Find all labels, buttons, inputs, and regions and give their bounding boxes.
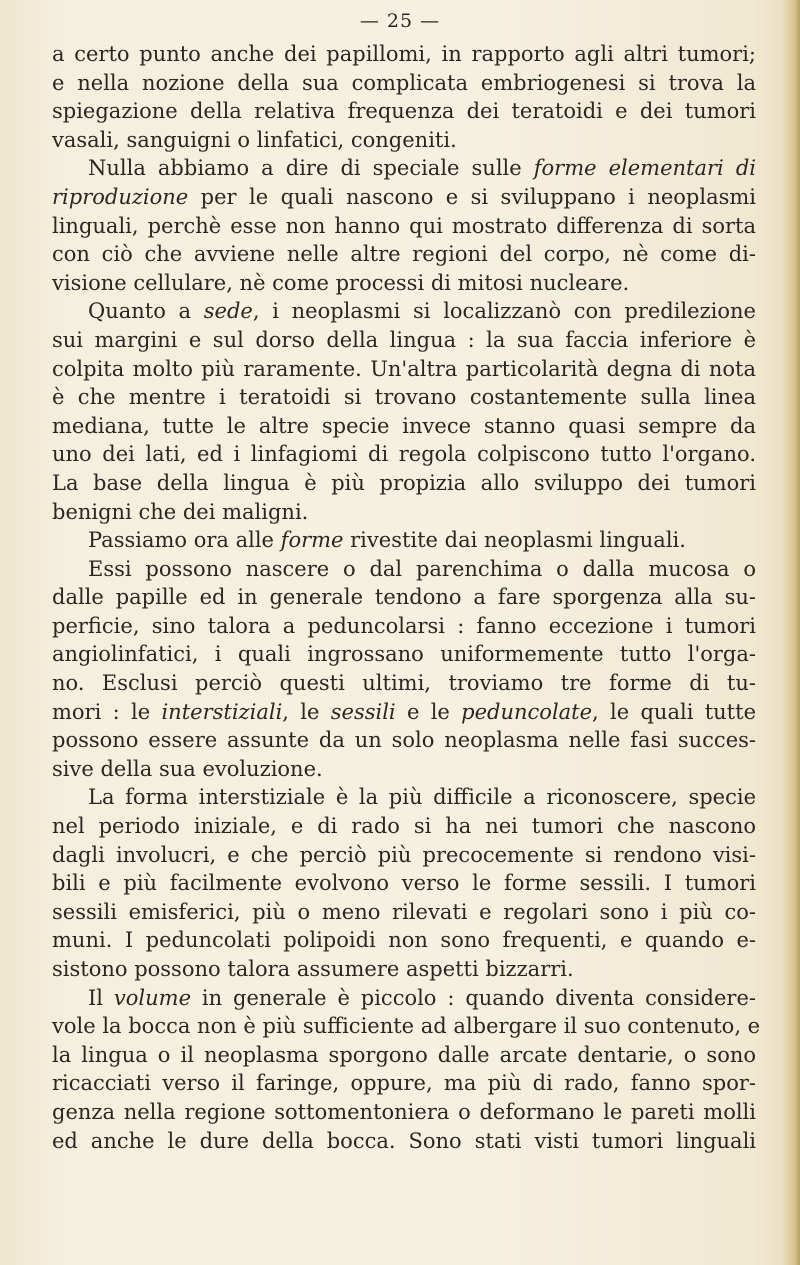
text-line [52,297,756,326]
body-text [52,40,761,1155]
text-segment: sui margini e sul dorso della lingua : la sua faccia inferiore è [52,327,756,352]
text-line [52,526,756,555]
text-segment: muni. I peduncolati polipoidi non sono frequenti, e quando e- [52,928,756,953]
text-segment: , i neoplasmi si localizzanò con predilezione [252,299,756,324]
text-segment: possono essere assunte da un solo neoplasma nelle fasi succes- [52,728,756,753]
text-line [52,926,756,955]
text-segment: uno dei lati, ed i linfagiomi di regola colpiscono tutto l'organo. [52,442,756,467]
text-segment: sive della sua evoluzione. [52,756,323,781]
text-segment: con ciò che avviene nelle altre regioni del corpo, nè come di- [52,242,756,267]
text-line [52,698,756,727]
italic-text: sessili [330,699,396,724]
text-line [52,1069,756,1098]
text-segment: dalle papille ed in generale tendono a fare sporgenza alla su- [52,585,756,610]
text-line [52,498,756,527]
text-segment: nel periodo iniziale, e di rado si ha nei tumori che nascono [52,814,756,839]
text-segment: a certo punto anche dei papillomi, in rapporto agli altri tumori; [52,42,756,66]
text-segment: ed anche le dure della bocca. Sono stati visti tumori linguali [52,1128,756,1153]
text-segment: , le [282,699,331,724]
text-segment: sistono possono talora assumere aspetti bizzarri. [52,957,574,981]
text-segment: in generale è piccolo : quando diventa considere- [191,985,756,1010]
text-segment: ricacciati verso il faringe, oppure, ma più di rado, fanno spor- [52,1071,756,1096]
text-line [52,269,756,298]
text-line [52,469,756,498]
text-line [52,669,756,698]
text-line [52,412,756,441]
text-line [52,383,756,412]
text-line [52,984,756,1013]
text-segment: genza nella regione sottomentoniera o deformano le pareti molli [52,1099,756,1124]
text-segment: è che mentre i teratoidi si trovano costantemente sulla linea [52,385,756,410]
text-segment: linguali, perchè esse non hanno qui mostrato differenza di sorta [52,213,756,238]
text-line [52,869,756,898]
text-line [52,1127,756,1156]
text-line [52,40,756,69]
text-segment: visione cellulare, nè come processi di mitosi nucleare. [52,270,630,295]
text-segment: angiolinfatici, i quali ingrossano uniformemente tutto l'orga- [52,642,756,667]
text-segment: mediana, tutte le altre specie invece stanno quasi sempre da [52,413,756,438]
text-line [52,898,756,927]
text-segment: La base della lingua è più propizia allo sviluppo dei tumori [52,470,756,495]
text-segment: e le [395,699,462,724]
text-segment: per le quali nascono e si sviluppano i neoplasmi [188,184,756,209]
text-segment: Passiamo ora alle [88,528,281,553]
text-segment: colpita molto più raramente. Un'altra particolarità degna di nota [52,356,756,381]
text-line [52,212,756,241]
text-line [52,783,756,812]
text-line [52,640,756,669]
text-segment: perficie, sino talora a peduncolarsi : fanno eccezione i tumori [52,613,756,638]
page-edge-shadow [782,0,800,1265]
italic-text: forme [280,528,344,553]
text-segment: dagli involucri, e che perciò più precocemente si rendono visi- [52,842,756,867]
text-segment: rivestite dai neoplasmi linguali. [343,528,686,553]
text-line [52,183,756,212]
text-segment: vasali, sanguigni o linfatici, congeniti. [52,127,457,152]
text-line [52,69,756,98]
text-line [52,612,756,641]
text-line [52,154,756,183]
text-segment: spiegazione della relativa frequenza dei teratoidi e dei tumori [52,99,756,124]
italic-text: peduncolate [461,699,593,724]
text-line [52,755,756,784]
text-line [52,555,756,584]
text-segment: vole la bocca non è più sufficiente ad albergare il suo contenuto, e [52,1014,761,1039]
page-number: — 25 — [359,10,441,32]
text-segment: La forma interstiziale è la più difficile a riconoscere, specie [88,785,756,810]
text-line [52,97,756,126]
text-segment: Quanto a [88,299,204,324]
text-segment: mori : le [52,699,162,724]
text-segment: Il [88,985,114,1010]
text-segment: no. Esclusi perciò questi ultimi, troviamo tre forme di tu- [52,671,756,696]
text-line [52,1098,756,1127]
text-segment: Nulla abbiamo a dire di speciale sulle [88,156,534,181]
text-line [52,583,756,612]
text-line [52,1012,761,1041]
text-segment: bili e più facilmente evolvono verso le forme sessili. I tumori [52,871,756,896]
text-line [52,841,756,870]
text-segment: benigni che dei maligni. [52,499,309,524]
italic-text: forme elementari di [533,156,756,181]
text-segment: sessili emisferici, più o meno rilevati e regolari sono i più co- [52,899,756,924]
text-line [52,126,756,155]
italic-text: interstiziali [161,699,283,724]
text-line [52,326,756,355]
text-segment: e nella nozione della sua complicata embriogenesi si trova la [52,70,756,95]
italic-text: riproduzione [52,184,189,209]
italic-text: sede [203,299,253,324]
text-line [52,440,756,469]
text-line [52,726,756,755]
text-line [52,240,756,269]
text-line [52,355,756,384]
text-line [52,1041,756,1070]
text-segment: Essi possono nascere o dal parenchima o dalla mucosa o [88,556,756,581]
text-segment: , le quali tutte [592,699,756,724]
text-line [52,812,756,841]
italic-text: volume [113,985,191,1010]
text-line [52,955,756,984]
text-segment: la lingua o il neoplasma sporgono dalle arcate dentarie, o sono [52,1042,756,1067]
